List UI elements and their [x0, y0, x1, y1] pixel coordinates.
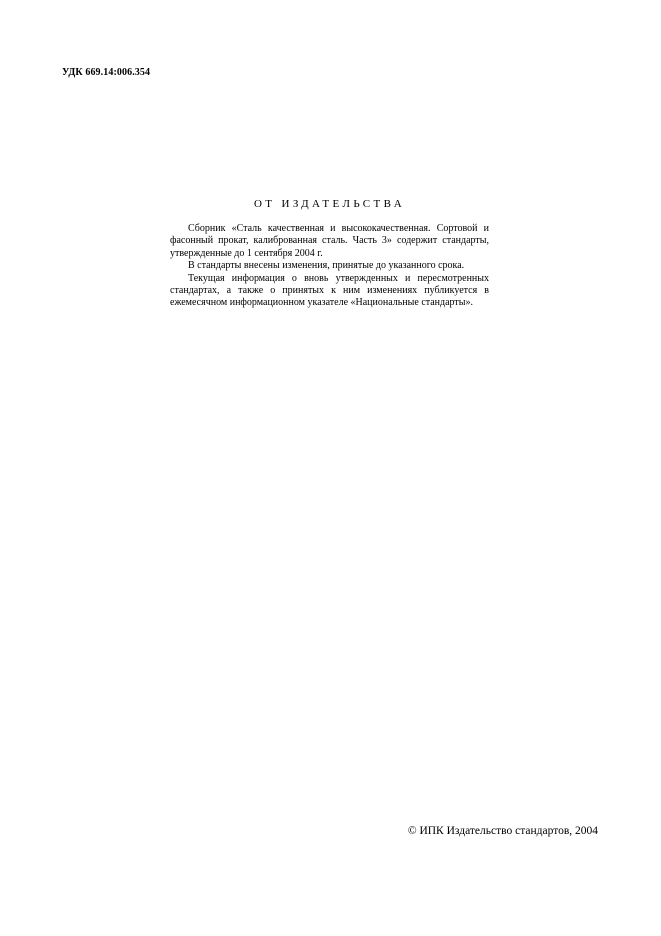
notice-paragraph: В стандарты внесены изменения, принятые до указанного срока. — [188, 260, 465, 272]
publisher-notice — [170, 190, 489, 310]
udk-code: УДК 669.14:006.354 — [62, 67, 151, 78]
notice-body — [170, 223, 489, 310]
notice-paragraph: Сборник «Сталь качественная и высококачественная. Сортовой и фасонный прокат, калиброванная сталь. Часть 3» содержит стандарты, утвержденные до 1 сентября 2004 г. — [170, 223, 489, 259]
notice-title: ОТ ИЗДАТЕЛЬСТВА — [253, 198, 406, 210]
notice-paragraph: Текущая информация о вновь утвержденных и пересмотренных стандартах, а также о принятых к ним изменениях публикуется в ежемесячном информационном указателе «Национальные стандарты». — [170, 272, 489, 309]
copyright-line: © ИПК Издательство стандартов, 2004 — [407, 825, 598, 837]
